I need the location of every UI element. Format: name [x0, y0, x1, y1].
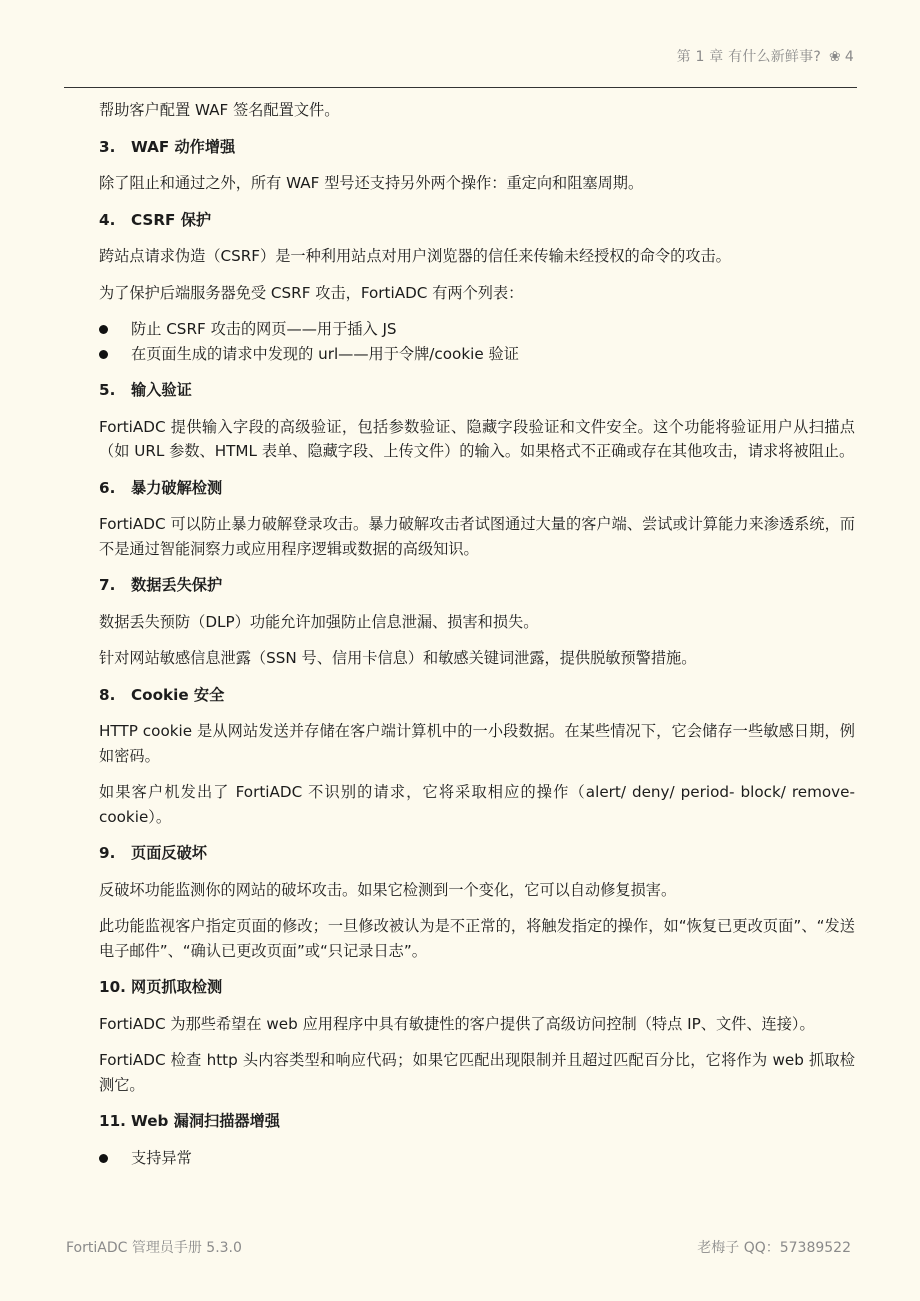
list-item-text: 在页面生成的请求中发现的 url——用于令牌/cookie 验证 — [131, 344, 519, 363]
intro-paragraph: 帮助客户配置 WAF 签名配置文件。 — [99, 101, 340, 119]
section-title: 输入验证 — [131, 381, 192, 399]
list-item — [99, 317, 855, 342]
section-paragraph: 数据丢失预防（DLP）功能允许加强防止信息泄漏、损害和损失。 — [99, 612, 539, 631]
section-paragraph: 为了保护后端服务器免受 CSRF 攻击，FortiADC 有两个列表： — [99, 283, 524, 302]
footer-manual-title: FortiADC 管理员手册 5.3.0 — [66, 1240, 242, 1256]
section-title: CSRF 保护 — [131, 210, 212, 229]
list-item-text: 防止 CSRF 攻击的网页——用于插入 JS — [131, 320, 397, 338]
section-title: 页面反破坏 — [131, 844, 207, 862]
section-paragraph: 跨站点请求伪造（CSRF）是一种利用站点对用户浏览器的信任来传输未经授权的命令的攻击。 — [99, 247, 731, 265]
section-title: Cookie 安全 — [131, 685, 225, 704]
section-heading — [99, 683, 855, 708]
list-item — [99, 342, 855, 367]
section-paragraph: FortiADC 提供输入字段的高级验证，包括参数验证、隐藏字段验证和文件安全。这个功能将验证用户从扫描点（如 URL 参数、HTML 表单、隐藏字段、上传文件）的输入。如果格式不正确或存在其他攻击，请求将被阻止。 — [99, 417, 855, 460]
section-title: WAF 动作增强 — [131, 137, 236, 156]
section-heading — [99, 975, 855, 1000]
flower-icon: ❀ — [828, 49, 841, 65]
section-heading — [99, 476, 855, 501]
section-number: 7. — [99, 576, 116, 594]
section-heading — [99, 135, 855, 160]
document-body — [99, 98, 855, 1182]
list-item — [99, 1146, 855, 1171]
bullet-list — [99, 1146, 855, 1171]
bullet-list — [99, 317, 855, 366]
page-header — [677, 46, 854, 66]
sections-container — [99, 135, 855, 1171]
section-number: 5. — [99, 381, 116, 399]
section-title: 数据丢失保护 — [131, 576, 223, 594]
section-title: 网页抓取检测 — [131, 978, 223, 996]
section-paragraph: 此功能监视客户指定页面的修改；一旦修改被认为是不正常的，将触发指定的操作，如“恢复已更改页面”、“发送电子邮件”、“确认已更改页面”或“只记录日志”。 — [99, 917, 855, 960]
bullet-icon — [99, 1154, 108, 1163]
footer-author: 老梅子 QQ：57389522 — [697, 1240, 851, 1256]
section-heading — [99, 841, 855, 866]
section-paragraph: FortiADC 为那些希望在 web 应用程序中具有敏捷性的客户提供了高级访问控制（特点 IP、文件、连接）。 — [99, 1014, 815, 1033]
section-number: 8. — [99, 685, 116, 704]
section-paragraph: 反破坏功能监测你的网站的破坏攻击。如果它检测到一个变化，它可以自动修复损害。 — [99, 880, 677, 899]
section-title: Web 漏洞扫描器增强 — [131, 1112, 280, 1130]
section-number: 6. — [99, 478, 116, 497]
section-number: 9. — [99, 844, 116, 862]
section-paragraph: HTTP cookie 是从网站发送并存储在客户端计算机中的一小段数据。在某些情况下，它会储存一些敏感日期，例如密码。 — [99, 722, 855, 765]
section-paragraph: 如果客户机发出了 FortiADC 不识别的请求，它将采取相应的操作（alert/ deny/ period- block/ remove-cookie）。 — [99, 783, 855, 826]
page-number: 4 — [844, 49, 854, 65]
section-heading — [99, 1109, 855, 1134]
section-title: 暴力破解检测 — [131, 478, 223, 497]
section-heading — [99, 208, 855, 233]
section-paragraph: 针对网站敏感信息泄露（SSN 号、信用卡信息）和敏感关键词泄露，提供脱敏预警措施。 — [99, 649, 697, 667]
bullet-icon — [99, 325, 108, 334]
section-number: 4. — [99, 210, 116, 229]
section-heading — [99, 573, 855, 598]
section-number: 3. — [99, 137, 116, 156]
section-paragraph: FortiADC 可以防止暴力破解登录攻击。暴力破解攻击者试图通过大量的客户端、尝试或计算能力来渗透系统，而不是通过智能洞察力或应用程序逻辑或数据的高级知识。 — [99, 515, 855, 558]
list-item-text: 支持异常 — [131, 1148, 192, 1167]
section-number: 11. — [99, 1112, 126, 1130]
section-paragraph: 除了阻止和通过之外，所有 WAF 型号还支持另外两个操作：重定向和阻塞周期。 — [99, 174, 644, 192]
section-heading — [99, 378, 855, 403]
section-paragraph: FortiADC 检查 http 头内容类型和响应代码；如果它匹配出现限制并且超过匹配百分比，它将作为 web 抓取检测它。 — [99, 1051, 855, 1094]
chapter-title: 第 1 章 有什么新鲜事? — [676, 49, 821, 65]
bullet-icon — [99, 350, 108, 359]
section-number: 10. — [99, 978, 126, 996]
header-divider — [64, 87, 857, 88]
